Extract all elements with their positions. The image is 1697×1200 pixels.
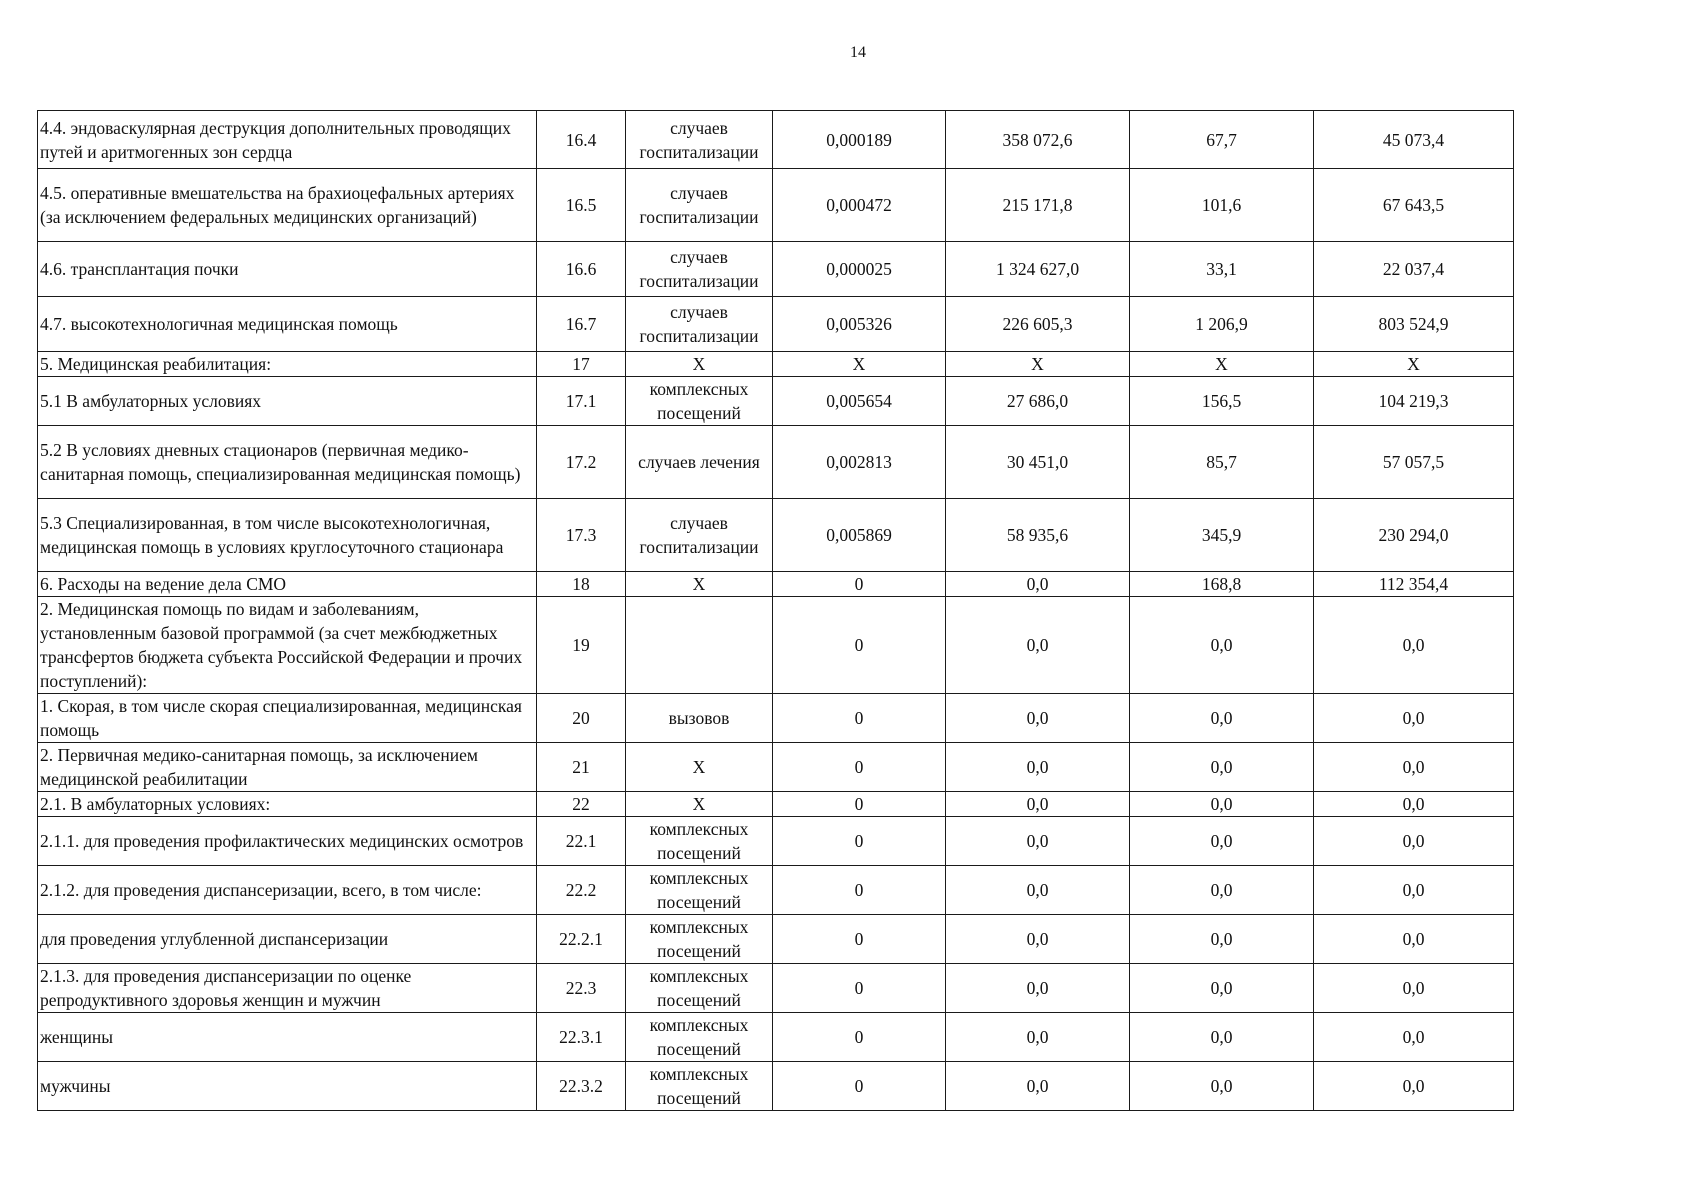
row-per-capita: 33,1 (1130, 242, 1314, 297)
row-total: 104 219,3 (1314, 377, 1514, 426)
row-norm: 0,005869 (773, 499, 946, 572)
row-total: 0,0 (1314, 1062, 1514, 1111)
row-norm: 0 (773, 1062, 946, 1111)
row-name: 2.1. В амбулаторных условиях: (38, 792, 537, 817)
row-norm: 0,002813 (773, 426, 946, 499)
row-norm: 0 (773, 743, 946, 792)
row-unit: Х (626, 743, 773, 792)
row-unit: Х (626, 792, 773, 817)
row-code: 22.3.2 (537, 1062, 626, 1111)
row-per-capita: 0,0 (1130, 1013, 1314, 1062)
row-cost: 0,0 (946, 597, 1130, 694)
row-unit: вызовов (626, 694, 773, 743)
row-norm: 0,000189 (773, 111, 946, 169)
table-row (38, 915, 1514, 964)
row-norm: 0 (773, 866, 946, 915)
row-per-capita: 168,8 (1130, 572, 1314, 597)
row-name: 5. Медицинская реабилитация: (38, 352, 537, 377)
row-total: 0,0 (1314, 1013, 1514, 1062)
row-unit: случаев госпитализации (626, 297, 773, 352)
row-name: 5.3 Специализированная, в том числе высокотехнологичная, медицинская помощь в условиях круглосуточного стационара (38, 499, 537, 572)
table-row (38, 297, 1514, 352)
row-total: 22 037,4 (1314, 242, 1514, 297)
row-name: 2.1.2. для проведения диспансеризации, всего, в том числе: (38, 866, 537, 915)
table-row (38, 242, 1514, 297)
row-total: 0,0 (1314, 915, 1514, 964)
table-body (38, 111, 1514, 1111)
row-per-capita: 101,6 (1130, 169, 1314, 242)
row-total: 0,0 (1314, 694, 1514, 743)
row-name: 5.2 В условиях дневных стационаров (первичная медико-санитарная помощь, специализированная медицинская помощь) (38, 426, 537, 499)
row-code: 22.2 (537, 866, 626, 915)
row-code: 20 (537, 694, 626, 743)
table-row (38, 352, 1514, 377)
row-unit: комплексных посещений (626, 1062, 773, 1111)
row-total: 0,0 (1314, 792, 1514, 817)
row-code: 18 (537, 572, 626, 597)
table-row (38, 694, 1514, 743)
row-name: женщины (38, 1013, 537, 1062)
row-unit: комплексных посещений (626, 377, 773, 426)
row-unit: комплексных посещений (626, 915, 773, 964)
row-per-capita: 156,5 (1130, 377, 1314, 426)
data-table (37, 110, 1514, 1111)
table-row (38, 111, 1514, 169)
row-unit: случаев госпитализации (626, 169, 773, 242)
row-cost: 30 451,0 (946, 426, 1130, 499)
table-row (38, 792, 1514, 817)
row-code: 16.7 (537, 297, 626, 352)
row-unit: комплексных посещений (626, 817, 773, 866)
table-row (38, 1062, 1514, 1111)
row-unit: Х (626, 352, 773, 377)
row-cost: 27 686,0 (946, 377, 1130, 426)
row-name: 5.1 В амбулаторных условиях (38, 377, 537, 426)
row-per-capita: 0,0 (1130, 1062, 1314, 1111)
row-unit (626, 597, 773, 694)
row-norm: Х (773, 352, 946, 377)
row-code: 16.6 (537, 242, 626, 297)
row-name: 2. Первичная медико-санитарная помощь, за исключением медицинской реабилитации (38, 743, 537, 792)
row-name: 4.5. оперативные вмешательства на брахиоцефальных артериях (за исключением федеральных медицинских организаций) (38, 169, 537, 242)
row-cost: 0,0 (946, 866, 1130, 915)
row-code: 17.1 (537, 377, 626, 426)
row-cost: 0,0 (946, 792, 1130, 817)
row-norm: 0,000025 (773, 242, 946, 297)
row-total: 0,0 (1314, 964, 1514, 1013)
row-name: мужчины (38, 1062, 537, 1111)
row-cost: 0,0 (946, 817, 1130, 866)
row-unit: комплексных посещений (626, 866, 773, 915)
row-per-capita: 0,0 (1130, 743, 1314, 792)
row-unit: Х (626, 572, 773, 597)
row-norm: 0,000472 (773, 169, 946, 242)
row-norm: 0 (773, 694, 946, 743)
row-norm: 0,005654 (773, 377, 946, 426)
row-cost: Х (946, 352, 1130, 377)
row-name: 4.4. эндоваскулярная деструкция дополнительных проводящих путей и аритмогенных зон сердца (38, 111, 537, 169)
row-cost: 0,0 (946, 1062, 1130, 1111)
table-row (38, 1013, 1514, 1062)
row-norm: 0 (773, 1013, 946, 1062)
row-total: 45 073,4 (1314, 111, 1514, 169)
row-cost: 0,0 (946, 572, 1130, 597)
row-name: 2. Медицинская помощь по видам и заболеваниям, установленным базовой программой (за счет межбюджетных трансфертов бюджета субъекта Российской Федерации и прочих поступлений): (38, 597, 537, 694)
row-code: 17.2 (537, 426, 626, 499)
row-total: 0,0 (1314, 743, 1514, 792)
row-cost: 1 324 627,0 (946, 242, 1130, 297)
row-code: 17 (537, 352, 626, 377)
row-code: 21 (537, 743, 626, 792)
row-cost: 0,0 (946, 694, 1130, 743)
row-per-capita: 0,0 (1130, 915, 1314, 964)
row-per-capita: 67,7 (1130, 111, 1314, 169)
row-per-capita: 85,7 (1130, 426, 1314, 499)
row-cost: 0,0 (946, 964, 1130, 1013)
row-cost: 226 605,3 (946, 297, 1130, 352)
row-norm: 0 (773, 964, 946, 1013)
row-total: 0,0 (1314, 817, 1514, 866)
row-cost: 58 935,6 (946, 499, 1130, 572)
table-row (38, 572, 1514, 597)
row-name: 6. Расходы на ведение дела СМО (38, 572, 537, 597)
row-unit: случаев госпитализации (626, 111, 773, 169)
row-name: 2.1.1. для проведения профилактических медицинских осмотров (38, 817, 537, 866)
row-cost: 0,0 (946, 1013, 1130, 1062)
row-name: для проведения углубленной диспансеризации (38, 915, 537, 964)
row-total: 112 354,4 (1314, 572, 1514, 597)
row-total: 0,0 (1314, 866, 1514, 915)
row-unit: случаев госпитализации (626, 499, 773, 572)
table-row (38, 169, 1514, 242)
row-code: 16.5 (537, 169, 626, 242)
row-cost: 358 072,6 (946, 111, 1130, 169)
row-unit: случаев лечения (626, 426, 773, 499)
row-per-capita: 0,0 (1130, 597, 1314, 694)
row-per-capita: 0,0 (1130, 792, 1314, 817)
row-name: 4.7. высокотехнологичная медицинская помощь (38, 297, 537, 352)
row-name: 2.1.3. для проведения диспансеризации по оценке репродуктивного здоровья женщин и мужчин (38, 964, 537, 1013)
row-total: 803 524,9 (1314, 297, 1514, 352)
row-code: 16.4 (537, 111, 626, 169)
row-norm: 0 (773, 792, 946, 817)
row-per-capita: 1 206,9 (1130, 297, 1314, 352)
table-row (38, 817, 1514, 866)
row-cost: 215 171,8 (946, 169, 1130, 242)
row-per-capita: 345,9 (1130, 499, 1314, 572)
row-norm: 0 (773, 915, 946, 964)
row-per-capita: 0,0 (1130, 866, 1314, 915)
row-name: 4.6. трансплантация почки (38, 242, 537, 297)
row-code: 22.3 (537, 964, 626, 1013)
row-total: 67 643,5 (1314, 169, 1514, 242)
row-code: 17.3 (537, 499, 626, 572)
row-total: 57 057,5 (1314, 426, 1514, 499)
row-unit: комплексных посещений (626, 964, 773, 1013)
row-name: 1. Скорая, в том числе скорая специализированная, медицинская помощь (38, 694, 537, 743)
row-per-capita: Х (1130, 352, 1314, 377)
table-row (38, 597, 1514, 694)
table-row (38, 964, 1514, 1013)
table-row (38, 866, 1514, 915)
table-row (38, 377, 1514, 426)
table-row (38, 743, 1514, 792)
row-norm: 0 (773, 597, 946, 694)
table-row (38, 499, 1514, 572)
row-per-capita: 0,0 (1130, 964, 1314, 1013)
page-number: 14 (850, 44, 866, 61)
row-unit: комплексных посещений (626, 1013, 773, 1062)
row-code: 22.1 (537, 817, 626, 866)
row-code: 19 (537, 597, 626, 694)
row-code: 22 (537, 792, 626, 817)
row-per-capita: 0,0 (1130, 694, 1314, 743)
row-norm: 0,005326 (773, 297, 946, 352)
row-unit: случаев госпитализации (626, 242, 773, 297)
row-per-capita: 0,0 (1130, 817, 1314, 866)
row-total: Х (1314, 352, 1514, 377)
row-total: 0,0 (1314, 597, 1514, 694)
row-norm: 0 (773, 817, 946, 866)
row-cost: 0,0 (946, 743, 1130, 792)
table-row (38, 426, 1514, 499)
row-code: 22.2.1 (537, 915, 626, 964)
row-total: 230 294,0 (1314, 499, 1514, 572)
row-cost: 0,0 (946, 915, 1130, 964)
row-code: 22.3.1 (537, 1013, 626, 1062)
row-norm: 0 (773, 572, 946, 597)
